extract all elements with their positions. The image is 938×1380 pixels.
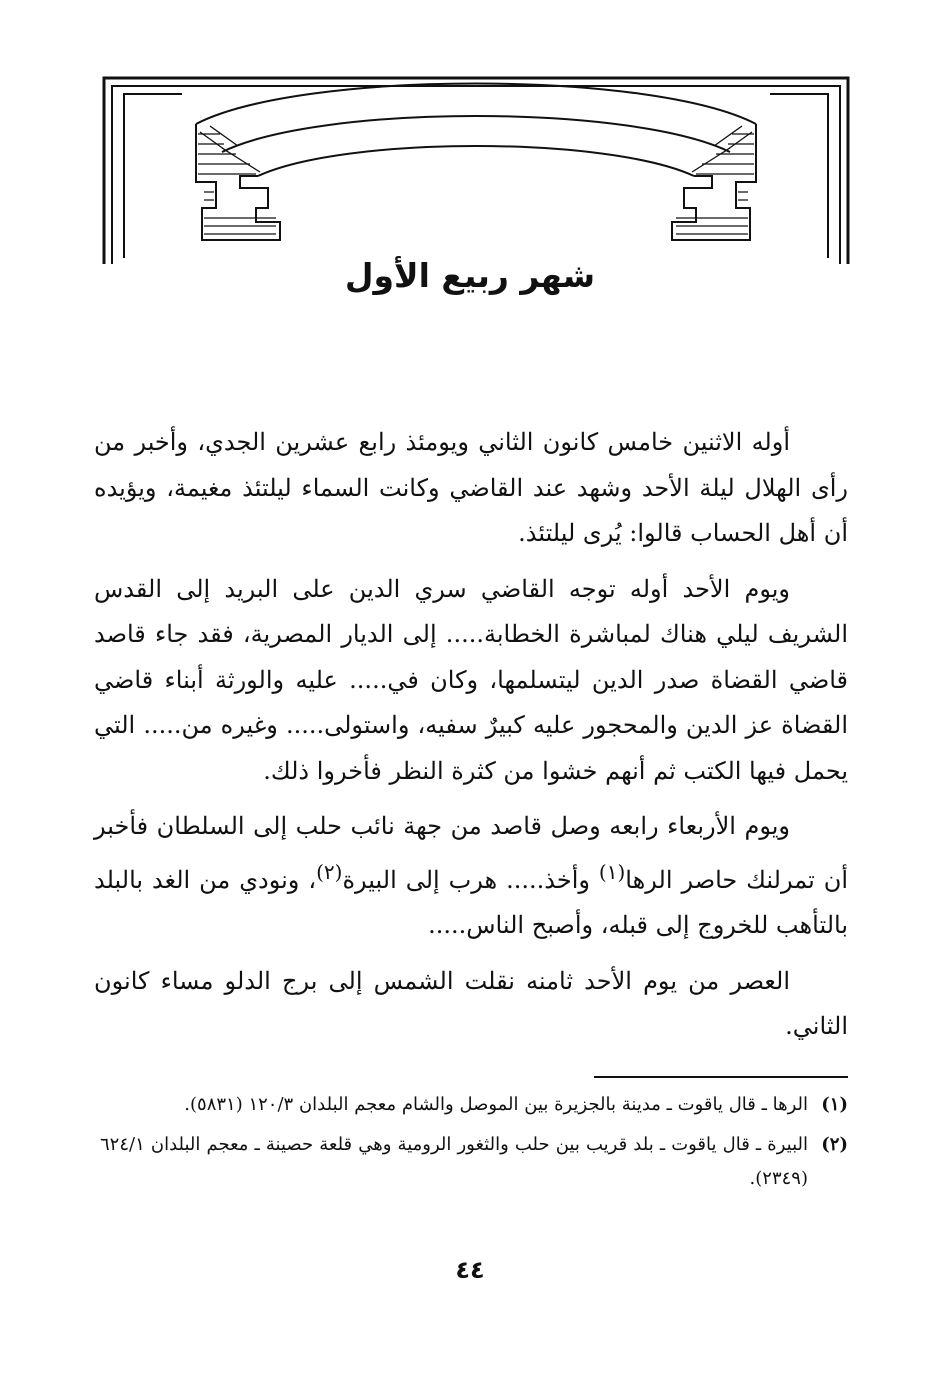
footnote-text: الرها ـ قال ياقوت ـ مدينة بالجزيرة بين الموصل والشام معجم البلدان ١٢٠/٣ (٥٨٣١). [184, 1094, 808, 1115]
footnotes [100, 1088, 848, 1202]
paragraph [94, 804, 848, 949]
page-number: ٤٤ [455, 1256, 485, 1284]
paragraph: ويوم الأحد أوله توجه القاضي سري الدين على البريد إلى القدس الشريف ليلي هناك لمباشرة الخطابة..... إلى الديار المصرية، فقد جاء قاصد قاضي القضاة صدر الدين ليتسلمها، وكان في..... عليه والورثة أبناء قاضي القضاة عز الدين والمحجور عليه كبيرٌ سفيه، واستولى..... وغيره من..... التي يحمل فيها الكتب ثم أنهم خشوا من كثرة النظر فأخروا ذلك. [94, 574, 848, 785]
footnote [100, 1088, 848, 1122]
paragraph: أوله الاثنين خامس كانون الثاني ويومئذ رابع عشرين الجدي، وأخبر من رأى الهلال ليلة الأحد وشهد عند القاضي وكانت السماء ليلتئذ مغيمة، ويؤيده أن أهل الحساب قالوا: يُرى ليلتئذ. [94, 428, 848, 547]
chapter-title: شهر ربيع الأول [344, 256, 596, 295]
footnote-number: (١) [821, 1094, 848, 1115]
paragraph-text: ويوم الأربعاء رابعه وصل قاصد من جهة نائب حلب إلى السلطان فأخبر أن تمرلنك حاصر الرها [94, 812, 849, 894]
footnote [100, 1128, 848, 1196]
footnote-ref: (١) [598, 859, 626, 884]
footnote-number: (٢) [821, 1134, 848, 1155]
footnote-divider [594, 1076, 848, 1078]
footnote-text: البيرة ـ قال ياقوت ـ بلد قريب بين حلب والثغور الرومية وهي قلعة حصينة ـ معجم البلدان ٦٢٤/١ (٢٣٤٩). [100, 1134, 808, 1189]
footnote-ref: (٢) [316, 859, 343, 884]
paragraph: العصر من يوم الأحد ثامنه نقلت الشمس إلى برج الدلو مساء كانون الثاني. [94, 966, 848, 1040]
paragraph-text: ، ونودي من الغد بالبلد بالتأهب للخروج إلى قبله، وأصبح الناس..... [94, 865, 848, 939]
chapter-header-ornament [100, 72, 852, 272]
main-text [94, 420, 848, 1060]
paragraph-text: وأخذ..... هرب إلى البيرة [342, 865, 599, 894]
